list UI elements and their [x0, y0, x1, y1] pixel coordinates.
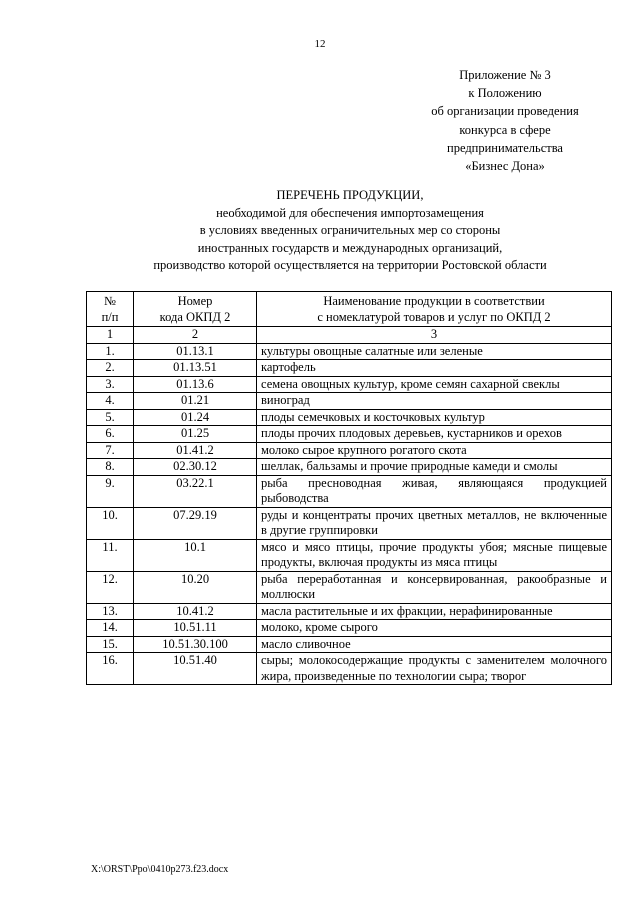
- row-number: 2.: [87, 360, 134, 377]
- okpd-code: 01.13.51: [134, 360, 257, 377]
- product-name: рыба переработанная и консервированная, ракообразные и моллюски: [257, 571, 612, 603]
- row-number: 8.: [87, 459, 134, 476]
- okpd-code: 10.1: [134, 539, 257, 571]
- header-text: с номеклатурой товаров и услуг по ОКПД 2: [317, 310, 551, 324]
- row-number: 3.: [87, 376, 134, 393]
- row-number: 4.: [87, 393, 134, 410]
- appendix-line: Приложение № 3: [459, 68, 551, 82]
- row-number: 11.: [87, 539, 134, 571]
- okpd-code: 01.13.6: [134, 376, 257, 393]
- table-row: [87, 426, 612, 443]
- row-number: 1.: [87, 343, 134, 360]
- title-line: необходимой для обеспечения импортозамещения: [216, 205, 484, 220]
- product-name: плоды прочих плодовых деревьев, кустарников и орехов: [257, 426, 612, 443]
- table-row: [87, 409, 612, 426]
- row-number: 10.: [87, 507, 134, 539]
- row-number: 15.: [87, 636, 134, 653]
- table-row: [87, 539, 612, 571]
- row-number: 9.: [87, 475, 134, 507]
- okpd-code: 01.25: [134, 426, 257, 443]
- table-row: [87, 393, 612, 410]
- product-name: руды и концентраты прочих цветных металлов, не включенные в другие группировки: [257, 507, 612, 539]
- header-number: [87, 292, 134, 327]
- okpd-code: 01.24: [134, 409, 257, 426]
- table-row: [87, 376, 612, 393]
- row-number: 7.: [87, 442, 134, 459]
- table-row: [87, 360, 612, 377]
- product-name: плоды семечковых и косточковых культур: [257, 409, 612, 426]
- header-code: [134, 292, 257, 327]
- okpd-code: 10.51.11: [134, 620, 257, 637]
- title-line: производство которой осуществляется на территории Ростовской области: [153, 258, 547, 272]
- product-name: сыры; молокосодержащие продукты с заменителем молочного жира, произведенные по технологии сыра; творог: [257, 653, 612, 685]
- row-number: 6.: [87, 426, 134, 443]
- header-name: [257, 292, 612, 327]
- page-number: 12: [314, 38, 326, 50]
- table-row: [87, 653, 612, 685]
- appendix-line: предпринимательства: [447, 140, 563, 155]
- product-name: семена овощных культур, кроме семян сахарной свеклы: [257, 376, 612, 393]
- table-row: [87, 603, 612, 620]
- appendix-reference: [380, 66, 630, 175]
- table-header-row: [87, 292, 612, 327]
- row-number: 12.: [87, 571, 134, 603]
- header-text: п/п: [101, 310, 119, 324]
- product-name: масла растительные и их фракции, нерафинированные: [257, 603, 612, 620]
- row-number: 5.: [87, 409, 134, 426]
- appendix-line: конкурса в сфере: [459, 122, 551, 137]
- okpd-code: 01.13.1: [134, 343, 257, 360]
- column-number: 3: [257, 327, 612, 344]
- appendix-line: к Положению: [468, 86, 542, 101]
- table-row: [87, 343, 612, 360]
- product-name: молоко сырое крупного рогатого скота: [257, 442, 612, 459]
- product-table: [86, 291, 612, 685]
- okpd-code: 02.30.12: [134, 459, 257, 476]
- appendix-line: «Бизнес Дона»: [465, 159, 545, 174]
- title-line: в условиях введенных ограничительных мер со стороны: [199, 223, 501, 237]
- row-number: 13.: [87, 603, 134, 620]
- header-text: Наименование продукции в соответствии: [323, 294, 545, 308]
- okpd-code: 01.41.2: [134, 442, 257, 459]
- okpd-code: 10.41.2: [134, 603, 257, 620]
- title-line: ПЕРЕЧЕНЬ ПРОДУКЦИИ,: [276, 188, 424, 202]
- okpd-code: 01.21: [134, 393, 257, 410]
- table-row: [87, 459, 612, 476]
- table-row: [87, 442, 612, 459]
- table-row: [87, 571, 612, 603]
- header-text: №: [104, 294, 116, 308]
- product-name: картофель: [257, 360, 612, 377]
- product-name: мясо и мясо птицы, прочие продукты убоя; мясные пищевые продукты, включая продукты из мяса птицы: [257, 539, 612, 571]
- document-title: [0, 187, 640, 275]
- column-number: 2: [134, 327, 257, 344]
- file-path-footer: X:\ORST\Ppo\0410p273.f23.docx: [91, 864, 229, 875]
- okpd-code: 10.20: [134, 571, 257, 603]
- okpd-code: 07.29.19: [134, 507, 257, 539]
- header-text: Номер: [177, 294, 213, 308]
- row-number: 16.: [87, 653, 134, 685]
- product-name: рыба пресноводная живая, являющаяся продукцией рыбоводства: [257, 475, 612, 507]
- column-number-row: [87, 327, 612, 344]
- table-row: [87, 475, 612, 507]
- product-name: шеллак, бальзамы и прочие природные камеди и смолы: [257, 459, 612, 476]
- column-number: 1: [87, 327, 134, 344]
- okpd-code: 03.22.1: [134, 475, 257, 507]
- product-name: виноград: [257, 393, 612, 410]
- appendix-line: об организации проведения: [431, 104, 579, 119]
- table-row: [87, 507, 612, 539]
- row-number: 14.: [87, 620, 134, 637]
- table-row: [87, 636, 612, 653]
- okpd-code: 10.51.30.100: [134, 636, 257, 653]
- title-line: иностранных государств и международных организаций,: [197, 240, 503, 255]
- okpd-code: 10.51.40: [134, 653, 257, 685]
- product-name: культуры овощные салатные или зеленые: [257, 343, 612, 360]
- product-name: молоко, кроме сырого: [257, 620, 612, 637]
- header-text: кода ОКПД 2: [159, 310, 231, 324]
- table-row: [87, 620, 612, 637]
- product-name: масло сливочное: [257, 636, 612, 653]
